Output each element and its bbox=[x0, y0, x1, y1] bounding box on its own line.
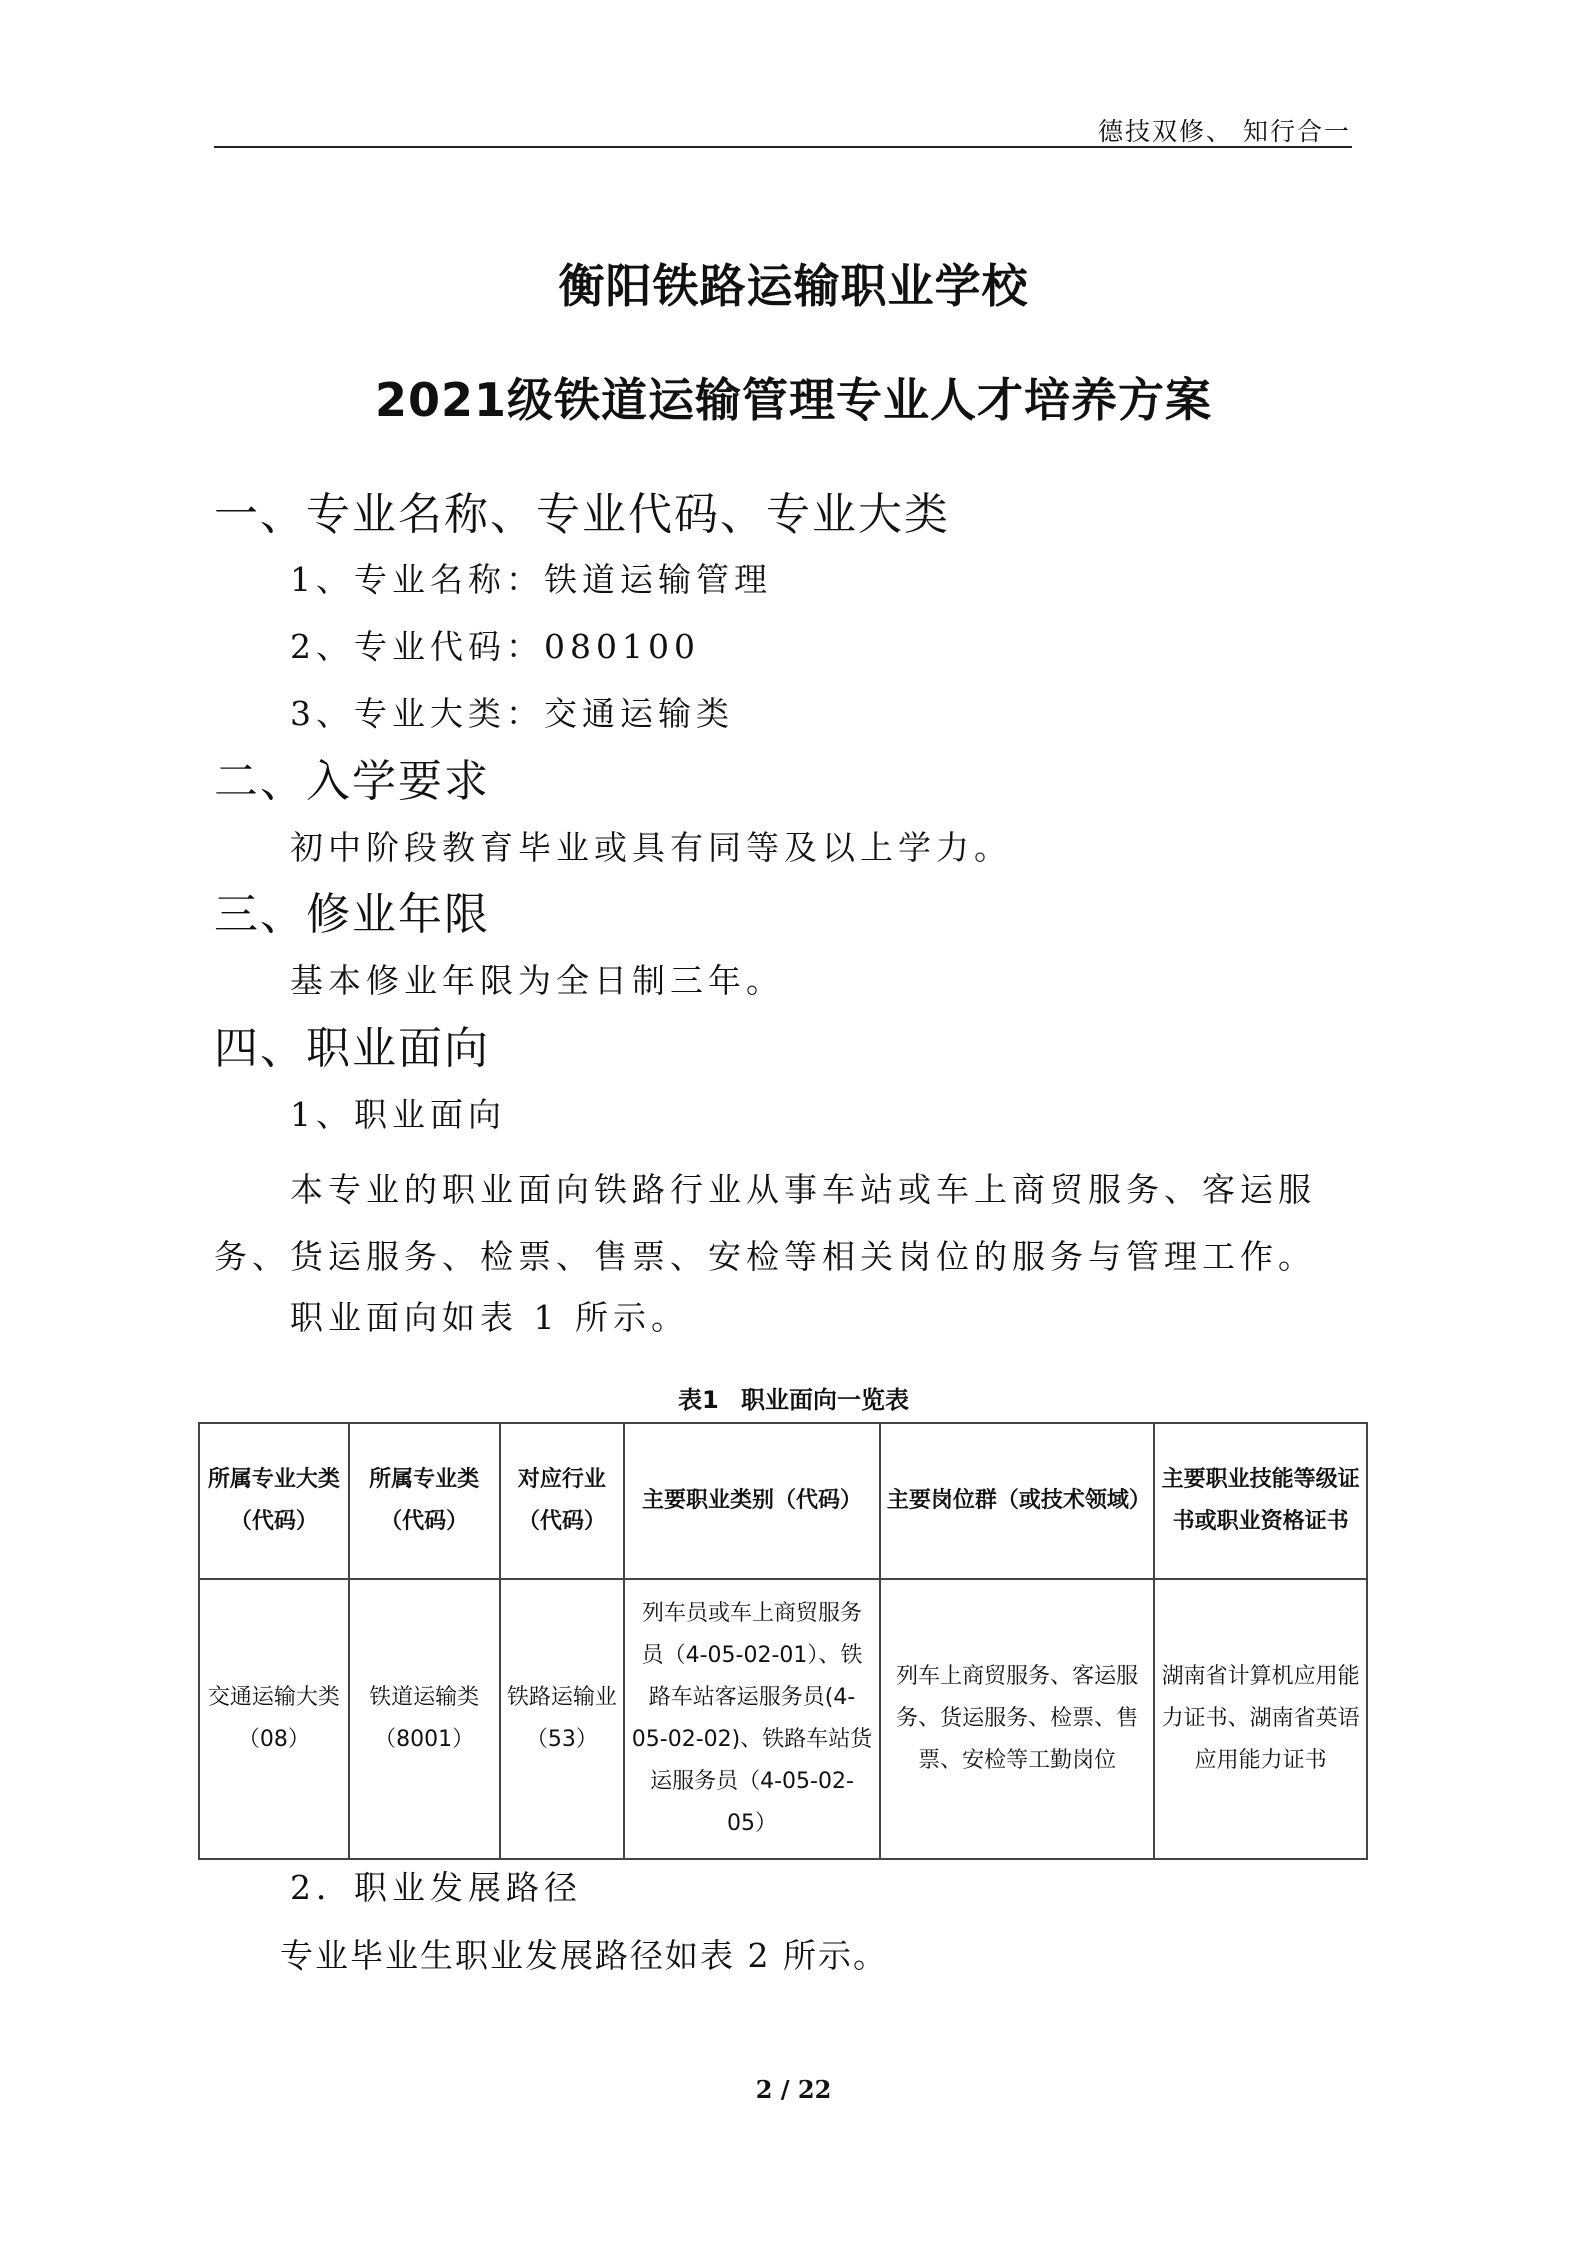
plan-title: 2021级铁道运输管理专业人才培养方案 bbox=[374, 373, 1213, 427]
table-header-cell: 主要职业技能等级证书或职业资格证书 bbox=[1154, 1423, 1367, 1579]
table-caption: 表1 职业面向一览表 bbox=[677, 1386, 910, 1414]
header-divider bbox=[214, 146, 1352, 148]
table-cell: 交通运输大类（08） bbox=[199, 1579, 349, 1859]
page-number: 2 / 22 bbox=[755, 2075, 832, 2104]
section4-sub2: 2．职业发展路径 bbox=[290, 1868, 582, 1907]
table-header-cell: 对应行业（代码） bbox=[500, 1423, 625, 1579]
header-motto: 德技双修、 知行合一 bbox=[1098, 117, 1351, 146]
section1-heading: 一、专业名称、专业代码、专业大类 bbox=[214, 489, 950, 540]
section4-path-ref: 专业毕业生职业发展路径如表 2 所示。 bbox=[280, 1936, 888, 1975]
section1-item-name: 1、专业名称：铁道运输管理 bbox=[290, 560, 772, 599]
table-header-cell: 所属专业大类（代码） bbox=[199, 1423, 349, 1579]
table-header-cell: 主要职业类别（代码） bbox=[624, 1423, 880, 1579]
section1-item-category: 3、专业大类：交通运输类 bbox=[290, 694, 734, 733]
section2-heading: 二、入学要求 bbox=[214, 756, 490, 807]
section4-table-ref: 职业面向如表 1 所示。 bbox=[290, 1298, 689, 1337]
section4-heading: 四、职业面向 bbox=[214, 1023, 490, 1074]
section1-item-code: 2、专业代码：080100 bbox=[290, 627, 700, 666]
table-cell: 湖南省计算机应用能力证书、湖南省英语应用能力证书 bbox=[1154, 1579, 1367, 1859]
table-cell: 铁路运输业（53） bbox=[500, 1579, 625, 1859]
table-cell: 列车员或车上商贸服务员（4-05-02-01）、铁路车站客运服务员(4-05-02-02)、铁路车站货运服务员（4-05-02-05） bbox=[624, 1579, 880, 1859]
table-cell: 铁道运输类（8001） bbox=[349, 1579, 500, 1859]
section2-text: 初中阶段教育毕业或具有同等及以上学力。 bbox=[290, 828, 1012, 867]
section4-paragraph: 本专业的职业面向铁路行业从事车站或车上商贸服务、客运服务、货运服务、检票、售票、安检等相关岗位的服务与管理工作。 bbox=[214, 1170, 1316, 1276]
section4-sub1: 1、职业面向 bbox=[290, 1095, 506, 1134]
table-header-row bbox=[199, 1423, 1367, 1579]
table-header-cell: 主要岗位群（或技术领域） bbox=[880, 1423, 1154, 1579]
school-title: 衡阳铁路运输职业学校 bbox=[558, 259, 1029, 313]
section3-text: 基本修业年限为全日制三年。 bbox=[290, 961, 784, 1000]
career-table bbox=[198, 1422, 1368, 1860]
table-row bbox=[199, 1579, 1367, 1859]
table-cell: 列车上商贸服务、客运服务、货运服务、检票、售票、安检等工勤岗位 bbox=[880, 1579, 1154, 1859]
table-header-cell: 所属专业类（代码） bbox=[349, 1423, 500, 1579]
section3-heading: 三、修业年限 bbox=[214, 889, 490, 940]
